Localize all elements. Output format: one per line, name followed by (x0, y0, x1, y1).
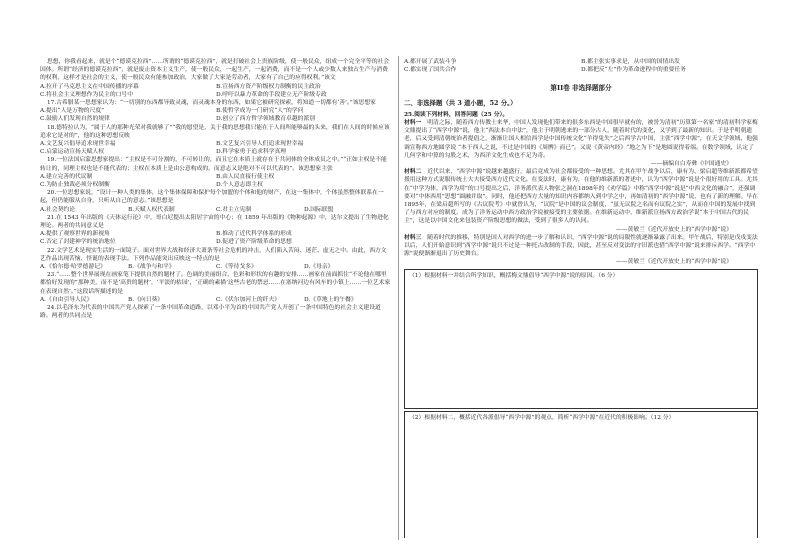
answer-box-2[interactable] (404, 411, 758, 538)
option-d: D.呼吁以暴力革命的手段建立无产阶级专政 (216, 91, 327, 98)
option-c: C.《伏尔加河上的纤夫》 (216, 296, 281, 303)
left-column (40, 58, 392, 538)
material-3-source: ——黄敏兰《近代开放史上的“西学中源”说》 (615, 259, 732, 266)
option-a: A.文艺复兴倡导追求现世幸福 (40, 141, 116, 148)
question-17-options (40, 107, 392, 115)
question-25-stem: 25.阅读下列材料，回答问题（25 分）。 (404, 111, 509, 118)
option-d: D.国际联盟 (304, 206, 334, 213)
question-20-stem: 20.一位思想家说，“设计一种人类的集体，这个集体保障和保护每个加盟的个体和他的财产，在这一集体中，个体虽然整体联系在一起，但仍能服从自身，只听从自己的意志。”该思想是 (40, 190, 384, 205)
question-25-2-text: （2）根据材料二，概括近代各派倡导“西学中源”的观点，简析“西学中源”在近代的积极影响。（12 分） (409, 414, 675, 421)
option-b: B.由人民直接行使主权 (216, 173, 275, 180)
question-18-options (40, 140, 392, 148)
question-21-options (40, 230, 392, 238)
question-19-stem: 19.一位法国启蒙思想家提出：“主权是不可分割的，不可转让的，而且它在本质上就存在于共同体的全体成员之中。”“正如主权是不能转让的，同理主权也是不能代表的；主权在本质上是由公意构成的，而意志又是绝对不可以代表的”。该思想家主张 (40, 157, 387, 172)
material-2-text: 近代以来，“西学中源”说越来越盛行，最后竟成为社会都接受的一种思想。尤其在甲午战争以后，康有为、梁启超等维新派都希望援用这种方式说服传统士大夫接受西方近代文化。在变法时，康有为，在他的维新派的著述中，认为“西学中源”说是个很好用的工具。尤其在“中学为体，西学为用”的口号提出之后，洋务派代表人物张之洞在1898年的《劝学篇》中称“西学中源”说是“中西文化的融合”，还强调要对“中体西用”思想“圆融并取”。同时，他还把西方大量的知识内容都纳入到中学之中，再如清初的“西学中源”说，也有了新的理解。早在1895年，在梁启超所写的《古议院考》中就曾认为，“议院”是中国的议会制度，“虽无议院之名而有议院之实”，从而在中国的发展中找到了与西方对应的制度，成为了洋务运动中西方政治学说被接受的主要依据。在维新运动中，维新派宣扬西方政治学说“本于中国古代的民主”，这是以中国文化来包装资产阶级思想的做法，受到了很多人的认同。 (404, 169, 758, 225)
question-16-options (40, 83, 392, 91)
question-24-options (404, 58, 758, 66)
option-c: C.《等待戈多》 (216, 264, 257, 271)
option-a: A.社会契约论 (40, 206, 76, 213)
material-3-label: 材料三 (404, 234, 422, 241)
right-column (404, 58, 758, 538)
option-d: D.促进了资产阶级革命的思想 (216, 239, 292, 246)
column-divider (398, 56, 399, 540)
option-d: D.都把反“左”作为革命进程中的重要任务 (581, 67, 686, 74)
question-19-options-2 (40, 181, 392, 189)
option-c: C.将社会主义理想作为民主的口号中 (40, 91, 134, 98)
option-b: B.天赋人权代表制 (128, 206, 175, 213)
material-1 (404, 119, 758, 160)
question-18-stem: 18.德特拉认为，“属于人的那种光荣对我就够了”“我的愿望是，关于我的思想我只能在于人间所能够最的头来，我们在人间的时候应该追求它是对的”，他的这种思想反映 (40, 124, 390, 139)
option-b: B.《向日葵》 (128, 296, 164, 303)
question-21-options-2 (40, 238, 392, 246)
material-2-source: ——黄敏兰《近代开放史上的“西学中源”说》 (615, 226, 732, 233)
option-c: C.都实现了国共合作 (404, 67, 457, 74)
material-1-label: 材料一 (404, 120, 422, 127)
question-24-stem: 24.以毛泽东为代表的中国共产党人探索了一条中国革命道路，以邓小平为首的中国共产党人开创了一条中国特色的社会主义建设道路。两者的共同点是 (40, 305, 381, 320)
material-2-label: 材料二 (404, 169, 422, 176)
option-c: C.为防止独裁必须分权制衡 (40, 182, 110, 189)
option-d: D.《母亲》 (304, 264, 334, 271)
section-title: 第II卷 非选择题部分 (550, 84, 612, 93)
question-18-options-2 (40, 148, 392, 156)
option-b: B.宣扬西方资产阶级权力制衡的民主政治 (216, 83, 321, 90)
answer-box-1[interactable] (404, 269, 758, 409)
option-d: D.个人意志即主权 (216, 182, 263, 189)
question-23-options (40, 296, 392, 304)
option-a: A.提供了观察世界的新视角 (40, 231, 110, 238)
option-c: C.鼓励人们发现自然的规律 (40, 116, 110, 123)
question-22-stem: 22.文学艺术是现实生活的一面镜子。面对世界大战和经济大萧条等社会危机的冲击，人们陷入苦闷、迷茫、虚无之中。由此，西方文艺作品出现苦恼、怪诞的表现手法。下列作品能突出反映这一特点的是 (40, 247, 387, 262)
question-16-text: 思想，你我看起来，就是个“德谟克拉西”……所谓的“德谟克拉西”，就是打破社会上贵族阶级，使一般民众，组成一个完全平等的社会国体。所谓“经济的德谟克拉西”，就是废止资本主义生产，使一般民众，一起生产，一起消费，而不是一个人或少数人来独占生产与消费的权利，这样才是社会的主义，使一般民众有能参加政治，大家做了大家是劳动者，大家有了自己的应得权利。”该文 (40, 59, 390, 82)
option-b: B.推动了近代科学体系的形成 (216, 231, 292, 238)
material-1-source: ——摘编自白寿彝《中国通史》 (650, 161, 732, 168)
option-d: D.《草地上的午餐》 (304, 296, 357, 303)
material-3 (404, 234, 758, 259)
option-a: A.《自由引导人民》 (40, 296, 93, 303)
option-c: C.否定了封建神学的统治地位 (40, 239, 116, 246)
question-17-stem: 17.古希腊某一思想家认为：“一切别的东西都导致灵魂，而灵魂本身的东西，如果它被研究探索，将知道一切都有‘善’。”该思想家 (46, 100, 376, 107)
question-25-1-text: （1）根据材料一并结合所学知识，概括梅文鼎倡导“西学中源”说的原因。（6 分） (409, 272, 619, 279)
option-a: A.都开展了武装斗争 (404, 59, 457, 65)
material-2 (404, 168, 758, 225)
option-d: D.科学家勇于追求科学真理 (216, 149, 287, 156)
option-c: C.君主立宪制 (216, 206, 252, 213)
question-20-options (40, 206, 392, 214)
material-1-text: 明清之际，随着西方传教士来华，中国人发现他们带来的很多东西是中国很早就有的，被誉为清初“历算第一名家”的清初科学家梅文鼎提出了“西学中源”说，他主“西法本自中法”，他主于明朝逃来的一部分古人，随着时代的变化，又学到了最新的知识。于是乎明朝遗老，后又受到清朝统治者提倡之，渐渐让国人相信西学是中国传统文化“羊得兔失”之后西学古中国，主张“西学中源”，在天文学领域，他强调宣称西方地圆学说 “本于西人之说，不过是中国的《周髀》而已”。又说《黄帝内经》“地之为下”是地圆说得着端。在数学领域，认定了几何学和中算的勾股之术，为西洋文化生成也不足为奇。 (404, 120, 758, 159)
material-3-text: 随着时代的推移，特别是国人对西学的进一步了解和认识，“西学中源”说的局限性就逐渐暴露了出来。甲午战后，特别是戊戌变法以后，人们开始意识到“西学中源”说只不过是一种托古改制的手段，因此，甚至反对变法的守旧派也借“西学中源”说来排斥西学。“西学中源”说便渐渐退出了历史舞台。 (404, 234, 758, 258)
question-21-stem: 21.在 1543 年出版的《天体运行论》中，哥白尼提出太阳居宇宙的中心；在 1859 年出版的《物种起源》中，达尔文提出了生物进化理论。两者的共同意义是 (40, 214, 389, 230)
option-a: A.建立完善的代议制 (40, 173, 93, 180)
question-19-options (40, 173, 392, 181)
question-23-stem: 23.“……整个世界展现在画家笔下提供自然的题材了。色调的美丽组合，色彩和形状的有趣的安排……画家在前面抓住“不论他在哪里都恰好发现的”那种美，而不是‘高贵的题材’，‘平淡的枯园’，‘正确的素描’这些古老的禁忌……在塞纳河边有风车的小镇上……一位艺术家在表现自然’。”这段话所描述的是 (40, 272, 391, 295)
option-b: B.使哲学成为一门研究“人”的学问 (216, 108, 304, 115)
question-24-options-2 (404, 66, 758, 74)
option-b: B.都主张实事求是，从中国的国情出发 (581, 59, 680, 65)
section-heading: 二、非选择题（共 3 道小题，52 分。） (404, 98, 517, 107)
option-d: D.创立了西方哲学领域教育卓越的派别 (216, 116, 316, 123)
option-b: B.《战争与和平》 (128, 264, 175, 271)
option-a: A.《恰尔德·哈罗德游记》 (40, 264, 106, 271)
question-22-options (40, 263, 392, 271)
option-a: A.提出“人是万物的尺度” (40, 108, 105, 115)
question-17-options-2 (40, 115, 392, 123)
question-16-options-2 (40, 91, 392, 99)
option-c: C.启蒙运动宣扬天赋人权 (40, 149, 105, 156)
option-a: A.拉开了马克思主义在中国传播的序幕 (40, 83, 139, 90)
option-b: B.文艺复兴引导人们追求现世幸福 (216, 141, 304, 148)
